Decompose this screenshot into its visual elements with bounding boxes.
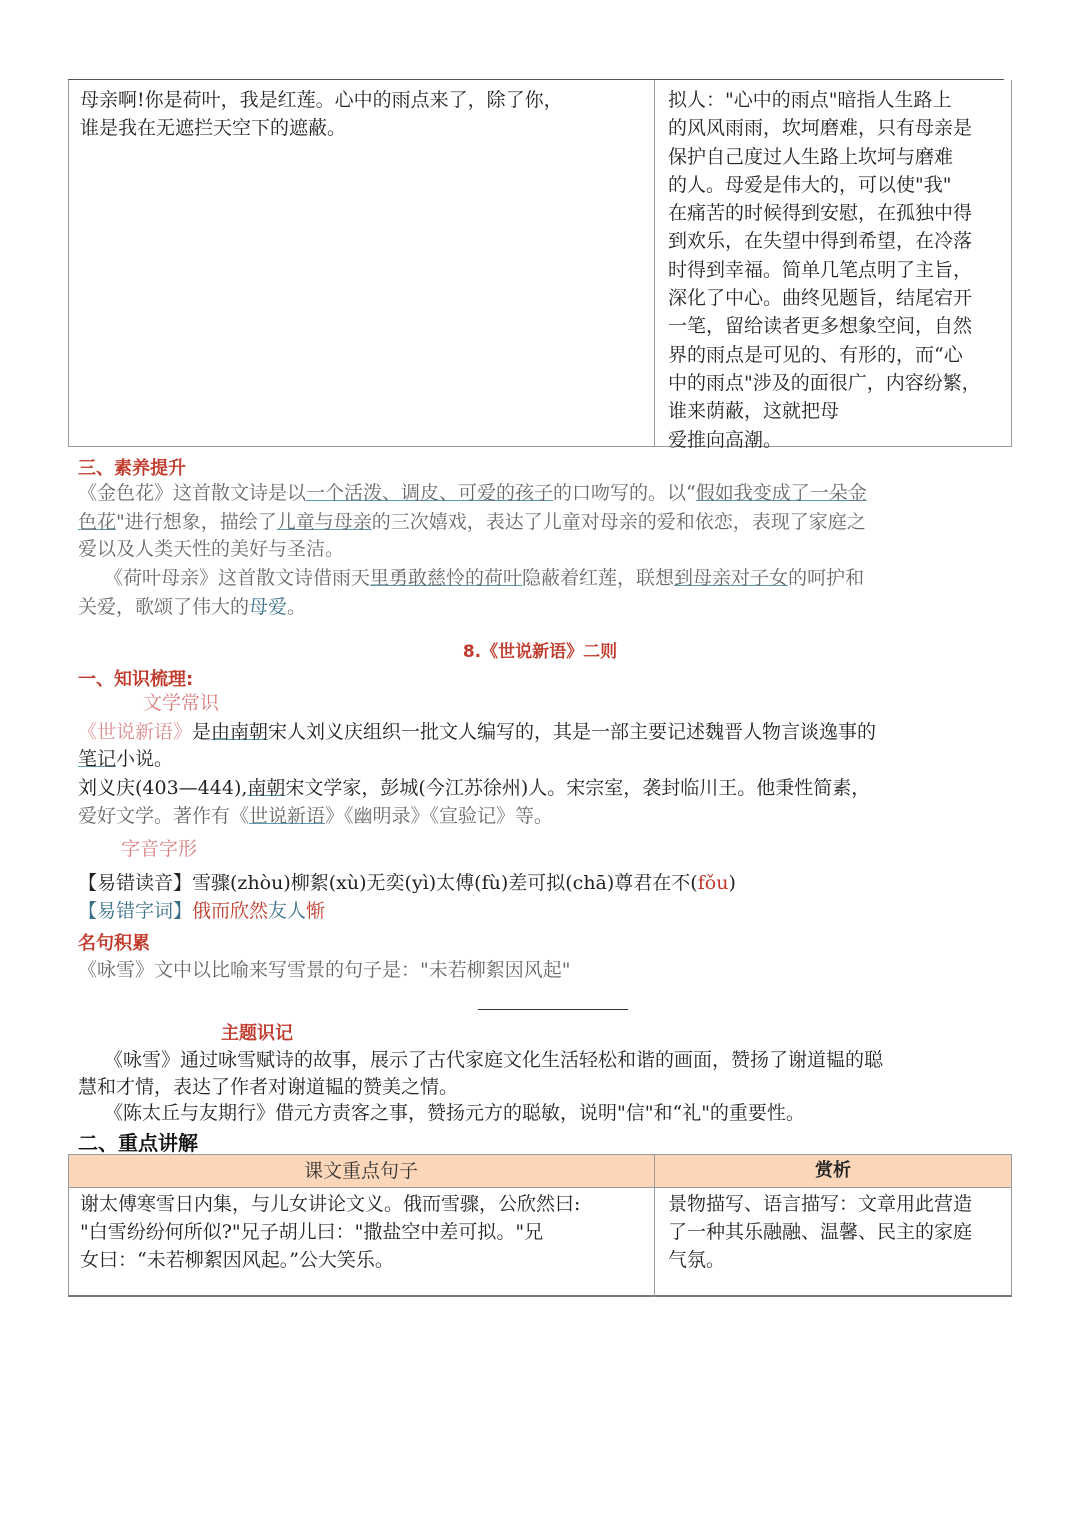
text-span: 《金色花》这首散文诗是以 [78,482,307,504]
underlined-term: 里勇敢慈怜的荷叶 [370,567,523,589]
blank-underline [478,1009,628,1010]
highlight-term: 惭 [306,900,326,922]
text-span: 宋人刘义庆组织一批文人编写的，其是一部主要记述魏晋人物言谈逸事的 [268,721,877,743]
subheading-pronunciation: 字音字形 [121,838,198,860]
underlined-term: 假如我变成了一朵金 [695,482,867,504]
words-line [78,897,325,925]
text-span: 关爱，歌颂了伟大的 [78,596,250,618]
paragraph-line [78,508,866,536]
cell-line: 深化了中心。曲终见题旨，结尾宕开 [668,287,973,310]
underlined-term: 笔记 [78,748,117,770]
cell-line: 谁是我在无遮拦天空下的遮蔽。 [80,117,347,139]
table-cell-sentence [80,1190,580,1274]
cell-line: 气氛。 [668,1249,726,1271]
paragraph-line [78,593,306,621]
paragraph-line [78,774,870,802]
text-span: 。 [287,596,307,618]
cell-line: 谁来荫蔽，这就把母 [668,400,840,423]
cell-line: "白雪纷纷何所似?"兄子胡儿曰："撒盐空中差可拟。"兄 [80,1221,544,1243]
text-span: 的呵护和 [788,567,865,589]
cell-line: 爱推向高潮。 [668,428,783,451]
cell-line: 了一种其乐融融、温馨、民主的家庭 [668,1221,973,1243]
paragraph-line [78,718,876,746]
section-heading-key-points: 二、重点讲解 [78,1131,198,1155]
table-cell-sentence [80,86,640,142]
paragraph-line [78,802,553,830]
cell-line: 保护自己度过人生路上坎坷与磨难 [668,145,954,168]
highlight-term: 俄而 [192,900,231,922]
underlined-term: 世说新语 [249,805,326,827]
paragraph-line [78,745,173,773]
cell-line: 到欢乐，在失望中得到希望，在冷落 [668,230,973,253]
text-span: 的三次嬉戏，表达了儿童对母亲的爱和依恋，表现了家庭之 [371,511,866,533]
cell-line: 中的雨点"涉及的面很广，内容纷繁， [668,371,981,394]
cell-line: 拟人："心中的雨点"暗指人生路上 [668,89,952,111]
paragraph-line [78,479,867,507]
cell-line: 的风风雨雨，坎坷磨难，只有母亲是 [668,117,973,140]
cell-line: 一笔，留给读者更多想象空间，自然 [668,315,973,338]
cell-line: 谢太傅寒雪日内集，与儿女讲论文义。俄而雪骤，公欣然曰: [80,1193,581,1215]
text-span: 的口吻写的。以“ [553,482,696,504]
table-header-rule [68,1187,1012,1188]
text-span: 隐蔽着红莲，联想 [522,567,675,589]
cell-line: 的人。母爱是伟大的，可以使"我" [668,173,952,196]
table-column-divider [654,80,655,447]
cell-line: 母亲啊!你是荷叶，我是红莲。心中的雨点来了，除了你， [80,89,563,111]
cell-line: 景物描写、语言描写：文章用此营造 [668,1193,973,1215]
text-span: 刘义庆(403—444), [78,777,248,799]
section-heading-knowledge: 一、知识梳理: [78,669,194,690]
highlight-term: 母爱 [249,596,288,618]
text-span: 友人 [268,900,307,922]
underlined-term: 色花 [78,511,117,533]
paragraph-line: 爱以及人类天性的美好与圣洁。 [78,538,345,560]
label-bracket: 【易错字词】 [78,900,193,922]
text-span: 小说。 [116,748,174,770]
text-span: ) [728,872,736,894]
text-span: 是 [192,721,212,743]
cell-line: 时得到幸福。简单几笔点明了主旨， [668,258,973,281]
table-cell-analysis [668,86,1008,454]
underlined-term: 儿童与母亲 [276,511,372,533]
paragraph-line: 慧和才情，表达了作者对谢道韫的赞美之情。 [78,1076,459,1098]
text-span: 爱好文学。著作有《 [78,805,250,827]
text-span: 雪骤(zhòu)柳絮(xù)无奕(yì)太傅(fù)差可拟(chā)尊君在不( [192,872,698,894]
paragraph-line: 《咏雪》通过咏雪赋诗的故事，展示了古代家庭文化生活轻松和谐的画面，赞扬了谢道韫的聪 [104,1049,884,1071]
pronunciation-line [78,869,736,897]
table-header-analysis: 赏析 [815,1160,851,1181]
subheading-quotes: 名句积累 [78,933,150,954]
subheading-theme: 主题识记 [221,1023,293,1044]
table-cell-analysis [668,1190,972,1274]
quote-line: 《咏雪》文中以比喻来写雪景的句子是："未若柳絮因风起" [78,959,571,981]
text-span: 《荷叶母亲》这首散文诗借雨天 [104,567,371,589]
highlight-term: fǒu [697,872,729,894]
label-bracket: 【易错读音】 [78,872,193,894]
cell-line: 在痛苦的时候得到安慰，在孤独中得 [668,202,973,225]
table-header-sentences: 课文重点句子 [303,1160,418,1182]
lesson-title: 8.《世说新语》二则 [462,642,618,662]
subheading-literature: 文学常识 [143,692,220,714]
underlined-term: 南朝 [247,777,286,799]
text-span: "进行想象，描绘了 [116,511,277,533]
underlined-term: 到母亲对子女 [674,567,789,589]
highlight-term: 欣然 [230,900,269,922]
cell-line: 女曰：“未若柳絮因风起。”公大笑乐。 [80,1249,394,1271]
underlined-term: 一个活泼、调皮、可爱的孩子 [306,482,554,504]
underlined-term: 由南朝 [211,721,269,743]
cell-line: 界的雨点是可见的、有形的，而“心 [668,343,963,366]
book-title: 《世说新语》 [78,721,193,743]
text-span: 宋文学家，彭城(今江苏徐州)人。宋宗室，袭封临川王。他秉性简素， [285,777,871,799]
paragraph-line: 《陈太丘与友期行》借元方责客之事，赞扬元方的聪敏，说明"信"和“礼"的重要性。 [104,1102,805,1124]
paragraph-line [104,564,864,592]
text-span: 》《幽明录》《宣验记》等。 [325,805,554,827]
section-heading-literacy: 三、素养提升 [78,458,186,479]
